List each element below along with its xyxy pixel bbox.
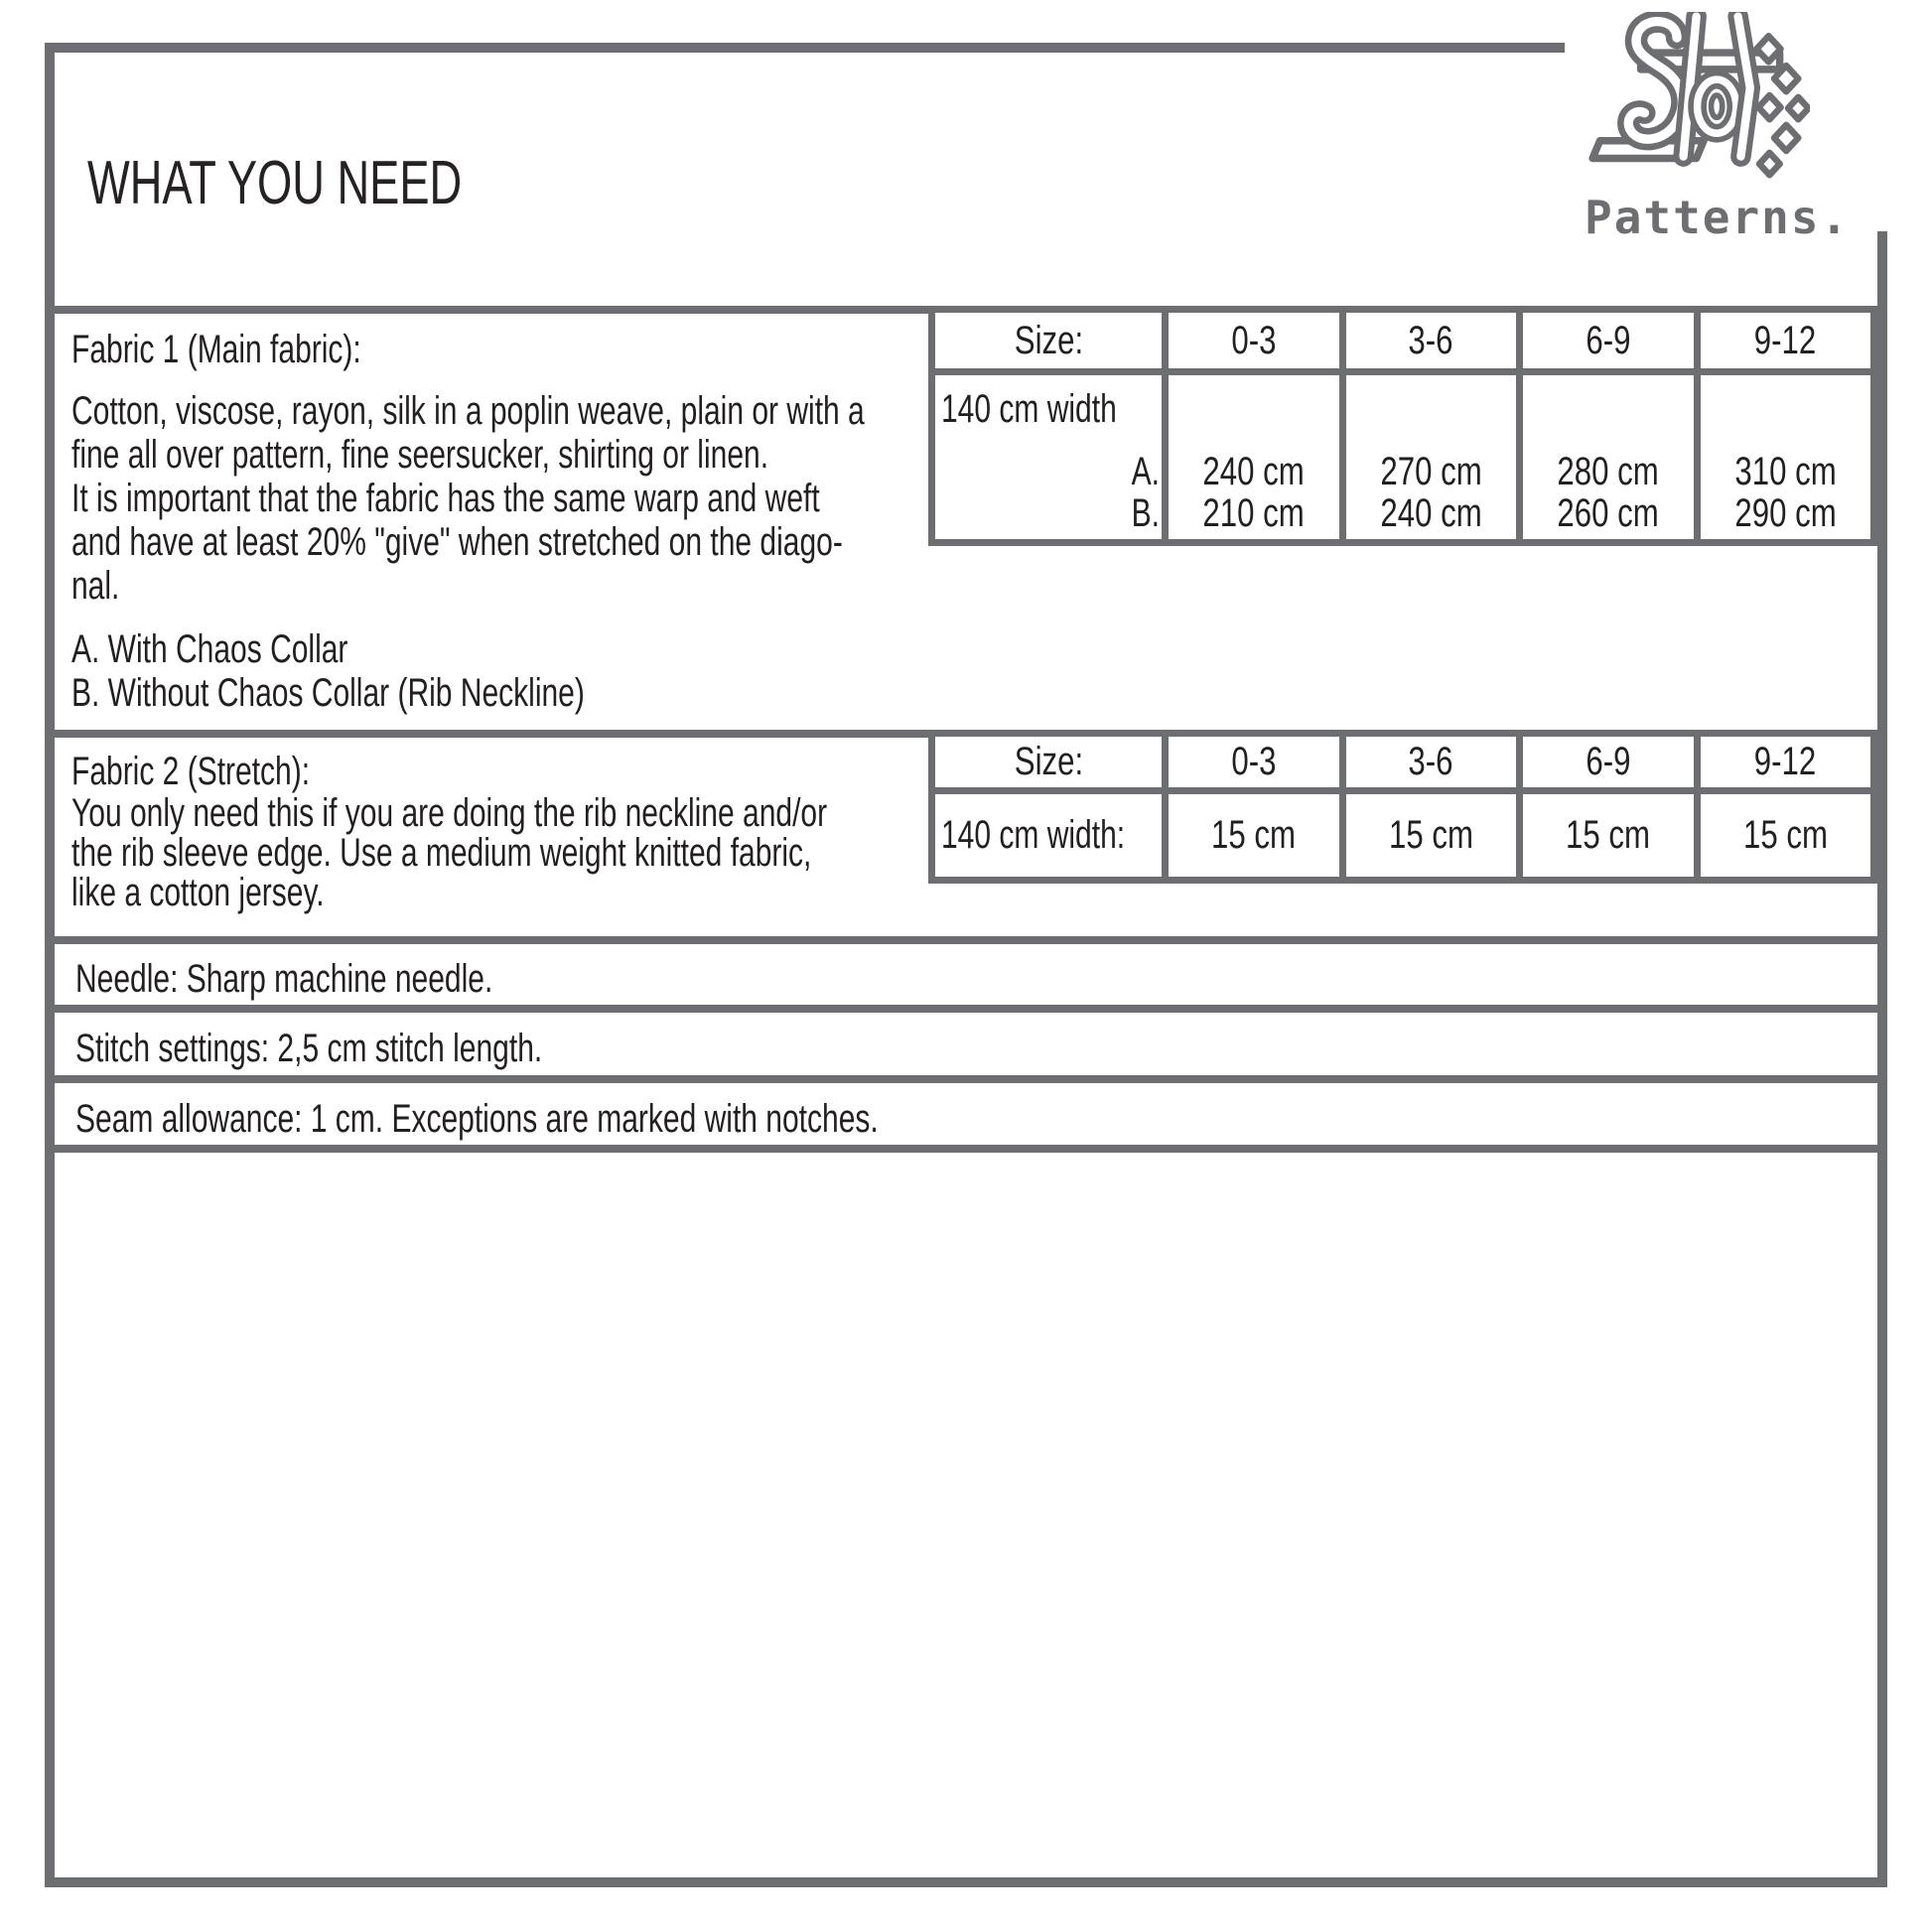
fabric1-description-line: nal. [71, 564, 120, 608]
page-border-right [1877, 231, 1887, 1887]
value-a [1188, 451, 1318, 492]
value-text: 210 cm [1202, 491, 1305, 535]
size-3-6: 3-6 [1408, 740, 1453, 783]
needle-note [75, 957, 631, 1001]
value-b [1188, 492, 1318, 534]
size-label: Size: [1014, 318, 1083, 362]
table-value-cell [1346, 375, 1517, 539]
size-6-9: 6-9 [1586, 318, 1631, 362]
size-label: Size: [1014, 740, 1083, 783]
table-header-cell [1701, 313, 1871, 368]
table-value-cell [1523, 375, 1694, 539]
value-b [1366, 492, 1496, 534]
table-header-cell [1701, 737, 1871, 787]
needle-note-text: Needle: Sharp machine needle. [75, 957, 493, 1001]
stitch-settings-note [75, 1027, 698, 1070]
value-text: 310 cm [1734, 450, 1837, 493]
value-text: 270 cm [1380, 450, 1482, 493]
table-value-cell [1701, 794, 1871, 877]
size-0-3: 0-3 [1231, 318, 1277, 362]
page-title: WHAT YOU NEED [87, 149, 463, 217]
fabric2-description-line: like a cotton jersey. [71, 871, 325, 914]
fabric1-options [71, 627, 756, 715]
table-value-cell [1169, 794, 1339, 877]
section-divider [55, 936, 1887, 944]
table-row-label-cell [935, 794, 1162, 877]
table-header-cell [1169, 737, 1339, 787]
fabric2-heading-text: Fabric 2 (Stretch): [71, 750, 311, 793]
value-text: 240 cm [1202, 450, 1305, 493]
section-divider [55, 1075, 1887, 1083]
fabric2-size-table [928, 730, 1877, 884]
page-border-bottom [45, 1877, 1887, 1887]
table-header-cell [935, 313, 1162, 368]
value-a [1366, 451, 1496, 492]
row-label: 140 cm width [941, 387, 1117, 431]
spacer [941, 431, 1160, 451]
value-text: 15 cm [1388, 813, 1473, 857]
table-row-label-cell [935, 375, 1162, 539]
seam-allowance-text: Seam allowance: 1 cm. Exceptions are marked with notches. [75, 1097, 879, 1141]
table-value-cell [1169, 375, 1339, 539]
table-value-cell [1701, 375, 1871, 539]
row-label: 140 cm width: [941, 813, 1126, 857]
value-b [1721, 492, 1851, 534]
fabric1-description-line: Cotton, viscose, rayon, silk in a poplin weave, plain or with a [71, 389, 865, 433]
size-3-6: 3-6 [1408, 318, 1453, 362]
table-value-cell [1523, 794, 1694, 877]
fabric1-description-line: and have at least 20% "give" when stretched on the diago- [71, 520, 843, 564]
logo-wordmark: Patterns. [1585, 191, 1851, 244]
fabric1-description-line: It is important that the fabric has the same warp and weft [71, 477, 820, 520]
fabric1-description-line: fine all over pattern, fine seersucker, shirting or linen. [71, 433, 769, 477]
value-text: 290 cm [1734, 491, 1837, 535]
table-header-cell [1346, 737, 1517, 787]
value-text: 15 cm [1742, 813, 1828, 857]
page-border-left [45, 43, 55, 1887]
size-9-12: 9-12 [1754, 318, 1817, 362]
variant-b-label: B. [1131, 491, 1160, 535]
table-header-cell [1346, 313, 1517, 368]
page-border-top [45, 43, 1565, 53]
stox-logo-icon [1587, 12, 1810, 193]
value-text: 240 cm [1380, 491, 1482, 535]
value-b [1543, 492, 1673, 534]
size-0-3: 0-3 [1231, 740, 1277, 783]
table-header-cell [1169, 313, 1339, 368]
fabric2-heading [71, 752, 389, 791]
table-header-cell [935, 737, 1162, 787]
fabric1-size-table [928, 306, 1877, 546]
value-text: 280 cm [1557, 450, 1659, 493]
section-divider [55, 1005, 1887, 1013]
fabric1-option-b: B. Without Chaos Collar (Rib Neckline) [71, 671, 585, 715]
fabric2-description-line: You only need this if you are doing the rib neckline and/or [71, 791, 828, 835]
value-a [1543, 451, 1673, 492]
fabric1-heading [71, 328, 458, 371]
table-header-cell [1523, 313, 1694, 368]
table-value-cell [1346, 794, 1517, 877]
value-text: 260 cm [1557, 491, 1659, 535]
size-9-12: 9-12 [1754, 740, 1817, 783]
stitch-settings-text: Stitch settings: 2,5 cm stitch length. [75, 1027, 543, 1070]
seam-allowance-note [75, 1097, 1146, 1141]
size-6-9: 6-9 [1586, 740, 1631, 783]
variant-a-label: A. [1131, 450, 1160, 493]
section-divider [55, 1145, 1887, 1153]
value-text: 15 cm [1211, 813, 1297, 857]
fabric2-description-line: the rib sleeve edge. Use a medium weight knitted fabric, [71, 831, 812, 875]
fabric1-option-a: A. With Chaos Collar [71, 627, 348, 671]
value-a [1721, 451, 1851, 492]
table-header-cell [1523, 737, 1694, 787]
fabric1-heading-text: Fabric 1 (Main fabric): [71, 328, 361, 371]
value-text: 15 cm [1566, 813, 1651, 857]
